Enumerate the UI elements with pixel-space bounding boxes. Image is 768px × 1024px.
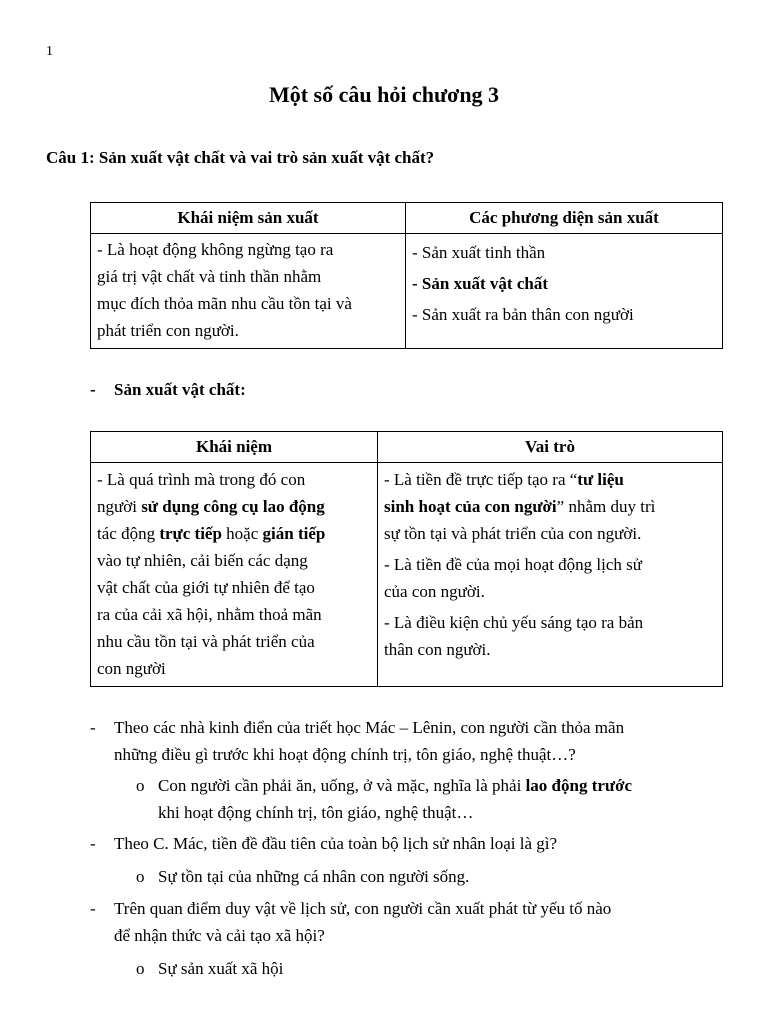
answer-line: Sự tồn tại của những cá nhân con người sống. [158,867,470,886]
text-span: người [97,497,142,516]
question-text [114,830,724,857]
question-line: những điều gì trước khi hoạt động chính trị, tôn giáo, nghệ thuật…? [114,745,576,764]
role-line [384,466,716,493]
question-text [114,714,724,768]
concept-line: nhu cầu tồn tại và phát triển của [97,632,315,651]
answer-text [158,863,728,890]
concept-line: con người [97,659,166,678]
answer-line: Sự sản xuất xã hội [158,959,284,978]
bold-text: sinh hoạt của con người [384,497,557,516]
concept-cell [91,463,378,687]
text-span: hoặc [221,524,263,543]
bold-text: trực tiếp [159,524,222,543]
text-span: - Là tiền đề trực tiếp tạo ra “ [384,470,578,489]
bullet-marker: o [136,959,145,978]
text-span: ” nhằm duy trì [556,497,656,516]
document-title: Một số câu hỏi chương 3 [268,82,500,107]
table-header-row [91,432,723,463]
dash-marker: - [90,834,96,853]
question-1-heading: Câu 1: Sản xuất vật chất và vai trò sản xuất vật chất? [46,148,435,167]
role-line [384,493,716,520]
dash-marker: - [90,718,96,737]
dash-marker: - [90,380,96,399]
bold-text: sử dụng công cụ lao động [141,497,325,516]
aspect-item: - Sản xuất vật chất [412,274,549,293]
table-header-row [91,203,723,234]
aspect-item: - Sản xuất tinh thần [412,243,546,262]
concept-line: mục đích thỏa mãn nhu cầu tồn tại và [97,294,352,313]
bold-text: tư liệu [577,470,624,489]
concept-line [97,520,371,547]
concept-line: ra của cải xã hội, nhằm thoả mãn [97,605,322,624]
aspects-cell [406,234,723,349]
page-number: 1 [46,44,53,59]
concept-cell [91,234,406,349]
role-line: sự tồn tại và phát triển của con người. [384,524,642,543]
question-line: Theo C. Mác, tiền đề đầu tiên của toàn bộ lịch sử nhân loại là gì? [114,834,558,853]
table-row [91,463,723,687]
table-header-role: Vai trò [378,432,723,463]
role-line: thân con người. [384,640,491,659]
concept-line: giá trị vật chất và tinh thần nhằm [97,267,322,286]
role-line: - Là tiền đề của mọi hoạt động lịch sử [384,555,643,574]
table-row [91,234,723,349]
answer-line [158,772,728,799]
table-header-concept: Khái niệm sản xuất [91,203,406,234]
bold-text: gián tiếp [262,524,326,543]
table-header-concept: Khái niệm [91,432,378,463]
role-line: của con người. [384,582,485,601]
question-text [114,895,724,949]
answer-text [158,772,728,826]
concept-line [97,493,371,520]
role-cell [378,463,723,687]
concept-line: - Là hoạt động không ngừng tạo ra [97,240,334,259]
dash-marker: - [90,899,96,918]
role-line: - Là điều kiện chủ yếu sáng tạo ra bản [384,613,644,632]
text-span: tác động [97,524,160,543]
concept-line: - Là quá trình mà trong đó con [97,470,306,489]
table-header-aspects: Các phương diện sản xuất [406,203,723,234]
answer-line: khi hoạt động chính trị, tôn giáo, nghệ thuật… [158,803,474,822]
question-line: để nhận thức và cải tạo xã hội? [114,926,325,945]
answer-text [158,955,728,982]
question-line: Trên quan điểm duy vật về lịch sử, con người cần xuất phát từ yếu tố nào [114,899,612,918]
text-span: Con người cần phải ăn, uống, ở và mặc, nghĩa là phải [158,776,526,795]
concept-line: vật chất của giới tự nhiên để tạo [97,578,315,597]
question-line: Theo các nhà kinh điển của triết học Mác – Lênin, con người cần thỏa mãn [114,718,625,737]
concept-line: vào tự nhiên, cải biến các dạng [97,551,308,570]
bold-text: lao động trước [525,776,633,795]
section-label: Sản xuất vật chất: [114,380,246,399]
production-table [90,202,723,349]
concept-line: phát triển con người. [97,321,239,340]
material-production-table [90,431,723,687]
aspect-item: - Sản xuất ra bản thân con người [412,305,634,324]
bullet-marker: o [136,867,145,886]
bullet-marker: o [136,776,145,795]
